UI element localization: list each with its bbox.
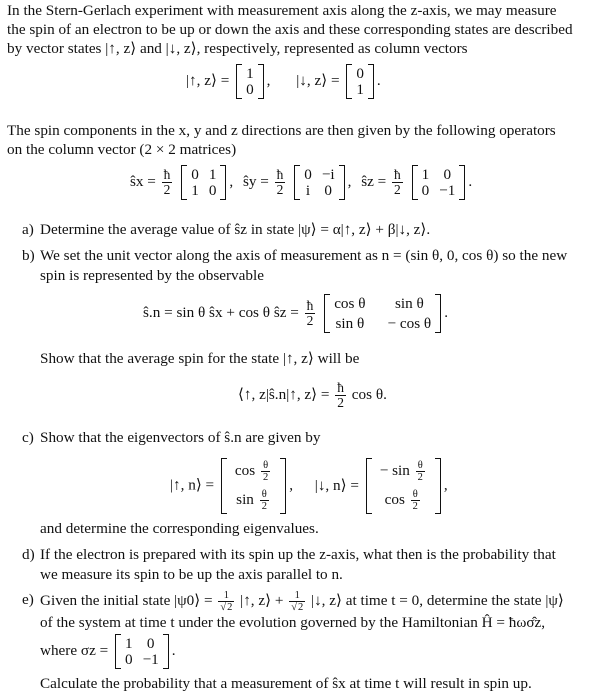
operators-intro-line-1: The spin components in the x, y and z directions are then given by the following operators: [7, 122, 556, 139]
part-e-line-2: of the system at time t under the evolution governed by the Hamiltonian Ĥ = ħωσ̂z,: [40, 614, 546, 631]
observable-lhs: ŝ.n = sin θ ŝx + cos θ ŝz =: [143, 304, 299, 322]
part-e-sigma: where σz = 1 0 0 −1 .: [40, 635, 176, 669]
result-rhs: cos θ.: [351, 386, 387, 404]
sy-matrix: 0 −i i 0: [294, 165, 344, 200]
sz-matrix: 1 0 0 −1: [412, 165, 466, 200]
part-c-label: c): [22, 429, 34, 446]
sigma-z-matrix: 1 0 0 −1: [115, 634, 169, 669]
sy-lhs: ŝy =: [243, 173, 269, 191]
part-a-label: a): [22, 221, 34, 238]
eigen-down-vector: − sin $\frac{\theta}{2}$ cos $\frac{\theta}{2}$: [366, 458, 441, 514]
part-c-text: Show that the eigenvectors of ŝ.n are given by: [40, 429, 321, 446]
part-e-last: Calculate the probability that a measurement of ŝx at time t will result in spin up.: [40, 675, 532, 692]
intro-line-2: the spin of an electron to be up or down the axis and these corresponding states are described: [7, 21, 573, 38]
part-d-line-2: we measure its spin to be up the axis parallel to n.: [40, 566, 343, 583]
eigen-down-lhs: |↓, n⟩ =: [314, 476, 359, 494]
part-b-line-1: We set the unit vector along the axis of measurement as n = (sin θ, 0, cos θ) so the new: [40, 247, 568, 264]
intro-line-3: by vector states |↑, z⟩ and |↓, z⟩, respectively, represented as column vectors: [7, 40, 468, 57]
operators-intro-line-2: on the column vector (2 × 2 matrices): [7, 141, 237, 158]
ket-down-vector: 0 1: [346, 64, 374, 99]
part-e-label: e): [22, 591, 34, 608]
part-c-eigenvectors: |↑, n⟩ = cos $\frac{\theta}{2}$ sin $\frac{\theta}{2}$ , |↓, n⟩ = − sin $\frac{\theta}{2}$ cos $\frac{\theta}{2}$ ,: [170, 458, 448, 514]
observable-matrix: cos θ sin θ sin θ − cos θ: [324, 294, 441, 333]
ket-up-lhs: |↑, z⟩ =: [186, 72, 230, 90]
part-b-observable-equation: ŝ.n = sin θ ŝx + cos θ ŝz = $\frac{ħ}{2}$ cos θ sin θ sin θ − cos θ .: [143, 295, 448, 333]
sx-matrix: 0 1 1 0: [181, 165, 226, 200]
ket-down-lhs: |↓, z⟩ =: [296, 72, 340, 90]
part-c-tail: and determine the corresponding eigenvalues.: [40, 520, 319, 537]
sx-lhs: ŝx =: [130, 173, 156, 191]
part-b-result: ⟨↑, z|ŝ.n|↑, z⟩ = $\frac{ħ}{2}$ cos θ.: [238, 380, 387, 411]
part-d-label: d): [22, 546, 35, 563]
basis-equation: |↑, z⟩ = 1 0 , |↓, z⟩ = 0 1 .: [186, 65, 381, 99]
part-b-show: Show that the average spin for the state |↑, z⟩ will be: [40, 350, 360, 367]
part-b-label: b): [22, 247, 35, 264]
eigen-up-lhs: |↑, n⟩ =: [170, 476, 215, 494]
part-d-line-1: If the electron is prepared with its spin up the z-axis, what then is the probability that: [40, 546, 556, 563]
part-e-line-1: Given the initial state |ψ0⟩ = $\frac{1}{√2}$ |↑, z⟩ + $\frac{1}{√2}$ |↓, z⟩ at time t = 0, determine the state |ψ⟩: [40, 590, 564, 614]
part-a-text: Determine the average value of ŝz in state |ψ⟩ = α|↑, z⟩ + β|↓, z⟩.: [40, 221, 431, 238]
eigen-up-vector: cos $\frac{\theta}{2}$ sin $\frac{\theta}{2}$: [221, 458, 286, 514]
result-lhs: ⟨↑, z|ŝ.n|↑, z⟩ =: [238, 386, 330, 404]
ket-up-vector: 1 0: [236, 64, 264, 99]
spin-operators: ŝx = $\frac{ħ}{2}$ 0 1 1 0 , ŝy = $\frac{ħ}{2}$ 0 −i i 0 , ŝz = $\frac{ħ}{2}$ 1 0 0 −1 .: [130, 166, 473, 200]
part-b-line-2: spin is represented by the observable: [40, 267, 264, 284]
intro-line-1: In the Stern-Gerlach experiment with measurement axis along the z-axis, we may measure: [7, 2, 557, 19]
sz-lhs: ŝz =: [361, 173, 387, 191]
